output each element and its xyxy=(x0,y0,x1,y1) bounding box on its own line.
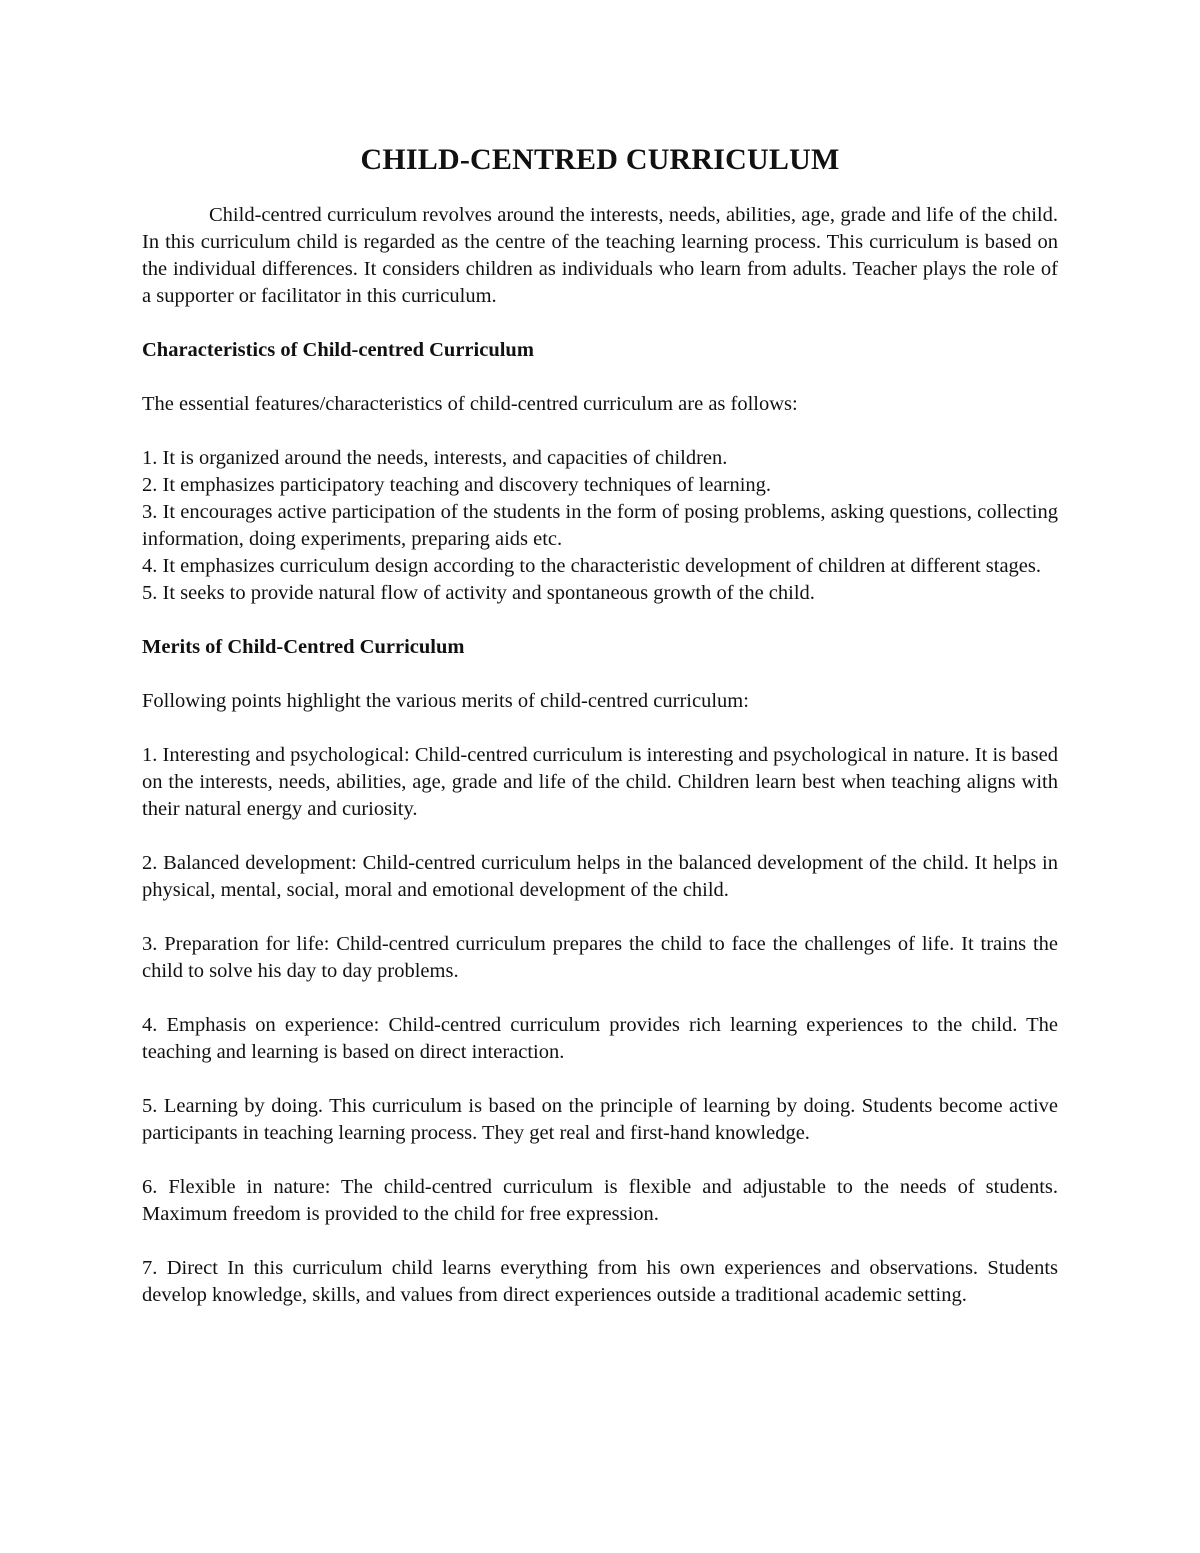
characteristic-item: 3. It encourages active participation of the students in the form of posing problems, asking questions, collecting information, doing experiments, preparing aids etc. xyxy=(142,501,1058,550)
characteristic-item: 2. It emphasizes participatory teaching and discovery techniques of learning. xyxy=(142,474,772,496)
merits-heading: Merits of Child-Centred Curriculum xyxy=(142,636,465,658)
merit-item: 1. Interesting and psychological: Child-centred curriculum is interesting and psychological in nature. It is based on the interests, needs, abilities, age, grade and life of the child. Children learn best when teaching aligns with their natural energy and curiosity. xyxy=(142,744,1058,820)
characteristic-item: 4. It emphasizes curriculum design according to the characteristic development of children at different stages. xyxy=(142,555,1042,577)
characteristic-item: 5. It seeks to provide natural flow of activity and spontaneous growth of the child. xyxy=(142,582,815,604)
intro-paragraph: Child-centred curriculum revolves around the interests, needs, abilities, age, grade and life of the child. In this curriculum child is regarded as the centre of the teaching learning process. This curriculum is based on the individual differences. It considers children as individuals who learn from adults. Teacher plays the role of a supporter or facilitator in this curriculum. xyxy=(142,204,1058,307)
merit-item: 3. Preparation for life: Child-centred curriculum prepares the child to face the challenges of life. It trains the child to solve his day to day problems. xyxy=(142,933,1058,982)
merit-item: 4. Emphasis on experience: Child-centred curriculum provides rich learning experiences to the child. The teaching and learning is based on direct interaction. xyxy=(142,1014,1058,1063)
characteristic-item: 1. It is organized around the needs, interests, and capacities of children. xyxy=(142,447,728,469)
merit-item: 2. Balanced development: Child-centred curriculum helps in the balanced development of the child. It helps in physical, mental, social, moral and emotional development of the child. xyxy=(142,852,1058,901)
merit-item: 7. Direct In this curriculum child learns everything from his own experiences and observations. Students develop knowledge, skills, and values from direct experiences outside a traditional academic setting. xyxy=(142,1257,1058,1306)
characteristics-heading: Characteristics of Child-centred Curriculum xyxy=(142,339,534,361)
characteristics-lead: The essential features/characteristics of child-centred curriculum are as follows: xyxy=(142,393,798,415)
page-title: CHILD-CENTRED CURRICULUM xyxy=(360,143,840,176)
document-page xyxy=(142,142,1058,1309)
merits-list xyxy=(142,742,1058,1309)
merit-item: 5. Learning by doing. This curriculum is based on the principle of learning by doing. Students become active participants in teaching learning process. They get real and first-hand knowledge. xyxy=(142,1095,1058,1144)
characteristics-list xyxy=(142,445,1058,607)
merits-lead: Following points highlight the various merits of child-centred curriculum: xyxy=(142,690,749,712)
merit-item: 6. Flexible in nature: The child-centred curriculum is flexible and adjustable to the needs of students. Maximum freedom is provided to the child for free expression. xyxy=(142,1176,1058,1225)
